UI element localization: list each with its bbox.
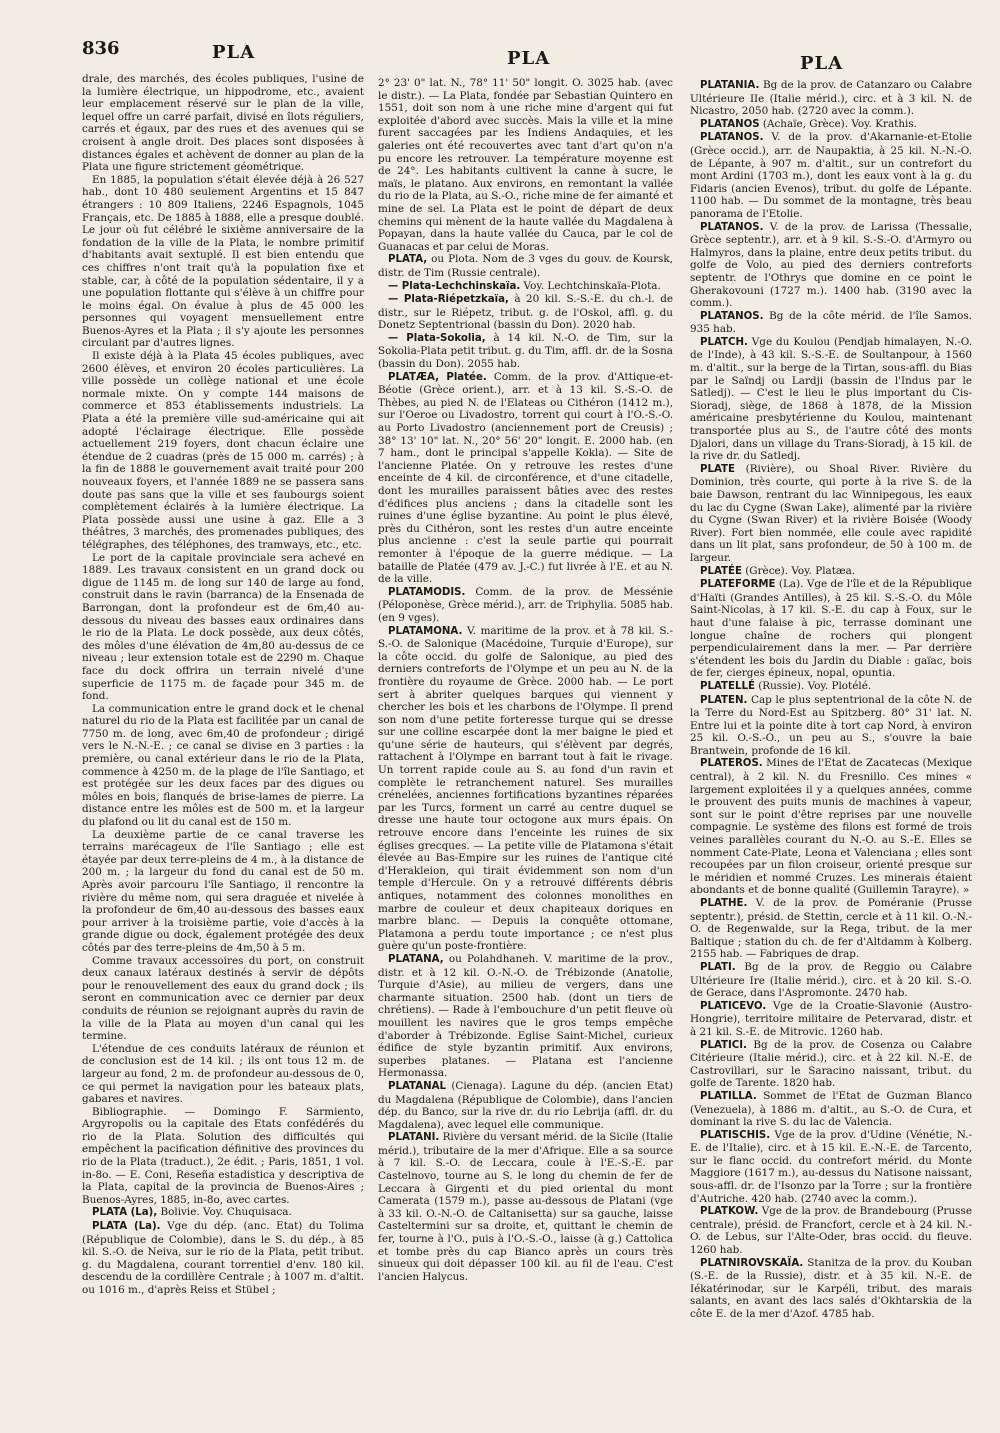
entry-text: Vge de la prov. de Brandebourg (Prusse centrale), présid. de Francfort, cercle et à 24 kil. N.-O. de Lebus, sur l'Alte-Oder, bras occid. du fleuve. 1260 hab. (690, 1205, 972, 1257)
entry-headword: PLATKOW. (700, 1206, 759, 1218)
entry-headword: PLATHE. (700, 898, 748, 909)
entry-headword: PLATICEVO. (700, 1000, 767, 1012)
dictionary-entry (378, 371, 673, 586)
dictionary-entry (378, 586, 673, 625)
entry-headword: PLATA (La), (92, 1207, 158, 1219)
entry-headword: PLATANOS. (700, 310, 764, 322)
dictionary-entry (690, 131, 972, 220)
entry-text: Comm. de la prov. de Messénie (Péloponèse, Grèce mérid.), arr. de Triphylia. 5085 hab. (en 9 vges). (378, 585, 673, 624)
dictionary-entry (378, 280, 673, 294)
dictionary-entry (690, 1257, 972, 1321)
running-head-center: PLA (507, 48, 551, 69)
entry-headword: PLATA, (388, 254, 428, 266)
entry-headword: PLATCH. (700, 336, 748, 348)
entry-headword: PLATANI. (388, 1132, 440, 1144)
page-number: 836 (82, 38, 120, 59)
entry-headword: — Plata-Riépetzkaïa, (388, 294, 509, 306)
dictionary-entry (690, 1129, 972, 1206)
entry-text: Mines de l'Etat de Zacatecas (Mexique central), à 2 kil. N. du Fresnillo. Ces mines « largement exploitées il y a quelques années, comme le prouvent des puits munis de machines à vapeur, sont sur le point d'être reprises par une nouvelle compagnie. Le système des filons est formé de trois veines parallèles courant du N.-O. au S.-E. Elles se nomment Cate-Plate, Leona et Valenciana ; elles sont recoupées par un filon croiseur, orienté presque sur le méridien et nommé Cruzes. Les minerais étaient abondants et de bonne qualité (Guillemin Tarayre). » (690, 757, 972, 897)
entry-text: Stanitza de la prov. du Kouban (S.-E. de la Russie), distr. et à 35 kil. N.-E. de Iékatérinodar, sur le Karpéli, tribut. des marais salants, en avant des lacs salés d'Okhtarskia de la côte E. de la mer d'Azof. 4785 hab. (690, 1256, 972, 1320)
entry-text: à 14 kil. N.-O. de Tim, sur la Sokolia-Plata petit tribut. g. du Tim, affl. dr. de la Sosna (bassin du Don). 2055 hab. (378, 331, 673, 371)
dictionary-entry (82, 1220, 364, 1297)
article-paragraph: En 1885, la population s'était élevée déjà à 26 527 hab., dont 10 480 seulement Argentins et 15 847 étrangers : 10 809 Italiens, 2246 Espagnols, 1045 Français, etc. De 1885 à 1888, elle a presque doublé. Le jour où fut célébré le sixième anniversaire de la fondation de la ville de la Plata, le nombre primitif d'habitants avait sextuplé. Il est bien entendu que ces chiffres n'ont trait qu'à la population fixe et stable, car, à côté de la population sédentaire, il y a une population flottante qui s'élève à un chiffre pour le moins égal. On évalue à plus de 45 000 les personnes qui voyagent mensuellement entre Buenos-Ayres et la Plata ; il s'y ajoute les personnes circulant par d'autres lignes. (82, 173, 364, 350)
entry-text: Bg de la côte mérid. de l'île Samos. 935 hab. (690, 309, 972, 336)
entry-text: ou Polahdhaneh. V. maritime de la prov., distr. et à 12 kil. O.-N.-O. de Trébizonde (Anatolie, Turquie d'Asie), au milieu de vergers, dans une charmante situation. 2500 hab. (dont un tiers de chrétiens). — Rade à l'embouchure d'un petit fleuve où mouillent les navires que le gros temps empêche d'aborder à Trébizonde. Eglise Saint-Michel, curieux édifice de style byzantin primitif. Aux environs, superbes platanes. — Platana est l'ancienne Hermonassa. (378, 952, 673, 1080)
entry-headword: — Plata-Lechchinskaïa. (388, 280, 521, 292)
entry-text: Bg de la prov. de Catanzaro ou Calabre Ultérieure IIe (Italie mérid.), circ. et à 3 kil. N. de Nicastro, 2050 hab. (2720 avec la comm.). (690, 79, 972, 118)
dictionary-entry (690, 757, 972, 897)
dictionary-entry (690, 79, 972, 118)
entry-text: Bolivie. Voy. Chuquisaca. (157, 1206, 292, 1219)
dictionary-entry (690, 221, 972, 310)
entry-headword: PLATEROS. (700, 758, 763, 770)
dictionary-entry (690, 897, 972, 961)
entry-headword: — Plata-Sokolia, (388, 332, 486, 344)
entry-text: Bg de la prov. de Cosenza ou Calabre Citérieure (Italie mérid.), circ. et à 22 kil. N.-E. de Castrovillari, sur le Saracino naissant, tribut. du golfe de Tarente. 1820 hab. (690, 1038, 972, 1090)
entry-headword: PLATAMODIS. (388, 586, 466, 598)
entry-text: (Cienaga). Lagune du dép. (ancien Etat) du Magdalena (République de Colombie), dans l'ancien dép. du Banco, sur la rive dr. du rio Lebrija (affl. dr. du Magdalena), avec lequel elle communique. (378, 1079, 673, 1131)
running-head-right: PLA (800, 53, 844, 74)
entry-text: ou Plota. Nom de 3 vges du gouv. de Koursk, distr. de Tim (Russie centrale). (378, 253, 673, 279)
article-paragraph: L'étendue de ces conduits latéraux de réunion et de conclusion est de 14 kil. ; ils ont tous 12 m. de largeur au fond, 2 m. de profondeur au-dessous de 0, ce qui permet la navigation pour les bateaux plats, gabares et navires. (82, 1042, 364, 1106)
dictionary-entry (690, 336, 972, 463)
entry-text: Sommet de l'Etat de Guzman Blanco (Venezuela), à 1886 m. d'altit., au S.-O. de Cura, et dominant la rive S. du lac de Valencia. (690, 1089, 972, 1129)
dictionary-entry (378, 625, 673, 953)
article-paragraph: La deuxième partie de ce canal traverse les terrains marécageux de l'île Santiago ; elle est étayée par deux terre-pleins de 4 m., à la distance de 200 m. ; la largeur du fond du canal est de 50 m. Après avoir parcouru l'île Santiago, il rencontre la rivière du même nom, qui sera draguée et nivelée à la profondeur de 6m,40 au-dessous des basses eaux pour arriver à la troisième partie, voie d'accès à la grande digue ou dock, également protégée des deux côtés par des terre-pleins de 4m,50 à 5 m. (82, 828, 364, 954)
entry-text: V. de la prov. d'Akarnanie-et-Etolie (Grèce occid.), arr. de Naupaktia, à 25 kil. N.-N.-O. de Lépante, à 907 m. d'altit., sur un contrefort du mont Ardini (1703 m.), dont les eaux vont à la g. du Fidaris (ancien Evenos), tribut. du golfe de Lépante. 1100 hab. — Du sommet de la montagne, très beau panorama de l'Etolie. (690, 131, 972, 220)
entry-headword: PLATEFORME (700, 579, 776, 591)
entry-headword: PLATÆA, Platée. (388, 371, 487, 383)
entry-headword: PLATANOS. (700, 132, 764, 144)
entry-headword: PLATICI. (700, 1039, 747, 1051)
dictionary-entry (690, 463, 972, 565)
entry-text: (Rivière), ou Shoal River. Rivière du Dominion, très courte, qui porte à la rive S. de la baie Dawson, rentrant du lac Winnipegous, les eaux du lac du Cygne (Swan Lake), alimenté par la rivière du Cygne (Swan River) et la rivière Boisée (Woody River). Fort bien nommée, elle coule avec rapidité dans un lit plat, sans profondeur, de 50 à 100 m. de largeur. (690, 462, 972, 564)
entry-text: Rivière du versant mérid. de la Sicile (Italie mérid.), tributaire de la mer d'Afrique. Elle a sa source à 7 kil. S.-O. de Leccara, coule à l'E.-S.-E. par Castelnovo, tourne au S. le long du chemin de fer de Leccara à Girgenti et du pied oriental du mont Camerata (1579 m.), passe au-dessous de Platani (vge à 33 kil. O.-N.-O. de Caltanisetta) sur sa gauche, laisse Casteltermini sur sa droite, et, quittant le chemin de fer, tourne à l'O., puis à l'O.-S.-O., laisse (à g.) Cattolica et tombe près du cap Bianco après un cours très sinueux qui doit dépasser 100 kil. au fil de l'eau. C'est l'ancien Halycus. (378, 1131, 673, 1283)
entry-text: (La). Vge de l'île et de la République d'Haïti (Grandes Antilles), à 25 kil. S.-S.-O. du Môle Saint-Nicolas, à 17 kil. S.-E. du cap à Foux, sur le haut d'une falaise à pic, terrasse dominant une longue chaîne de rochers qui plongent perpendiculairement dans la mer. — Par derrière s'étendent les bois du Jardin du Diable : gaïac, bois de fer, cierges épineux, nopal, opuntia. (690, 578, 972, 680)
dictionary-entry (378, 77, 673, 253)
entry-text: V. de la prov. de Larissa (Thessalie, Grèce septentr.), arr. et à 9 kil. S.-S.-O. d'Armyro ou Halmyros, dans la plaine, entre deux petits tribut. du golfe de Volo, au pied des derniers contreforts septentr. de l'Othrys que domine en ce point le Gherakovouni (1727 m.). 1400 hab. (3190 avec la comm.). (690, 220, 972, 310)
article-paragraph: Comme travaux accessoires du port, on construit deux canaux latéraux destinés à servir de dépôts pour le renouvellement des eaux du grand dock ; ils seront en communication avec ce dernier par deux conduits de réunion se rejoignant auprès du ravin de la ville de la Plata au moyen d'un canal qui les termine. (82, 954, 364, 1043)
entry-headword: PLATNIROVSKAÏA. (700, 1257, 804, 1269)
entry-text: à 20 kil. S.-S.-E. du ch.-l. de distr., sur le Riépetz, tribut. g. de l'Oskol, affl. g. du Donetz Septentrional (bassin du Don). 2020 hab. (378, 293, 673, 332)
entry-text: Vge de la prov. d'Udine (Vénétie, N.-E. de l'Italie), circ. et à 15 kil. E.-N.-E. de Tarcento, sur le flanc occid. du contrefort mérid. du Monte Maggiore (1617 m.), au-dessus du Natisone naissant, sous-affl. dr. de l'Isonzo par la Torre ; sur la frontière d'Autriche. 420 hab. (2740 avec la comm.). (690, 1128, 972, 1205)
dictionary-entry (378, 1080, 673, 1131)
entry-headword: PLATAMONA. (388, 625, 463, 637)
dictionary-entry (690, 310, 972, 336)
entry-headword: PLATANAL (388, 1080, 446, 1092)
dictionary-entry (82, 1206, 364, 1220)
dictionary-entry (378, 253, 673, 279)
column-left (82, 73, 364, 1423)
entry-text: V. maritime de la prov. et à 78 kil. S.-S.-O. de Salonique (Macédoine, Turquie d'Europe), sur la côte occid. du golfe de Salonique, au pied des derniers contreforts de l'Olympe et un peu au N. de la frontière du royaume de Grèce. 2000 hab. — Le port sert à abriter quelques barques qui viennent y chercher les bois et les charbons de l'Olympe. Il prend son nom d'une petite forteresse turque qui se dresse sur une colline escarpée dont la mer baigne le pied et qu'une série de hauteurs, qui s'élèvent par degrés, rattachent à l'Olympe en barrant tout à fait le rivage. Un torrent rapide coule au S. au fond d'un ravin et complète le retranchement naturel. Ses murailles crénelées, anciennes fortifications byzantines réparées par les Turcs, forment un carré au centre duquel se dresse une haute tour octogone aux murs épais. On retrouve encore dans l'enceinte les ruines de six églises grecques. — La petite ville de Platamona s'était élevée au Bas-Empire sur les ruines de l'antique cité d'Herakleion, qui tirait évidemment son nom d'un temple d'Hercule. On y a retrouvé différents débris antiques, notamment des colonnes monolithes en marbre de couleur et deux chapiteaux doriques en marbre blanc. — Depuis la conquête ottomane, Platamona a perdu toute importance ; ce n'est plus guère qu'un poste-frontière. (378, 624, 673, 953)
article-paragraph: Bibliographie. — Domingo F. Sarmiento, Argyropolis ou la capitale des Etats confédérés du rio de la Plata. Solution des difficultés qui empêchent la pacification définitive des provinces du rio de la Plata (traduct.), 2e édit. ; Paris, 1851, 1 vol. in-8o. — E. Coni, Reseña estadistica y descriptiva de la Plata, capital de la provincia de Buenos-Aires ; Buenos-Ayres, 1885, in-8o, avec cartes. (82, 1105, 364, 1206)
dictionary-entry (690, 1090, 972, 1129)
article-paragraph: La communication entre le grand dock et le chenal naturel du rio de la Plata est facilitée par un canal de 7750 m. de long, avec 6m,40 de profondeur ; dirigé vers le N.-N.-E. ; ce canal se divise en 3 parties : la première, ou canal extérieur dans le rio de la Plata, commence à 4250 m. de la plage de l'île Santiago, et est protégée sur les deux faces par des digues ou môles en bois, flanqués de brise-lames de pierre. La distance entre les môles est de 500 m. et la largeur du plafond ou lit du canal est de 150 m. (82, 702, 364, 829)
column-right (690, 79, 972, 1429)
dictionary-entry (690, 578, 972, 680)
entry-text: 2° 23' 0" lat. N., 78° 11' 50" longit. O. 3025 hab. (avec le distr.). — La Plata, fondée par Sebastian Quintero en 1551, doit son nom à une riche mine d'argent qui fut exploitée d'abord avec succès. Mais la ville et la mine furent saccagées par les Indiens Andaquies, et les galeries ont été recouvertes avec tant d'art qu'on n'a pu encore les retrouver. La température moyenne est de 24°. Les habitants cultivent la canne à sucre, le maïs, le platano. Aux environs, en remontant la vallée du rio de la Plata, au S.-O., riche mine de fer aimanté et mine de sel. La Plata est le point de départ de deux chemins qui mènent de la haute vallée du Magdalena à Popayan, dans la haute vallée du Cauca, par le col de Guanacas et par celui de Moras. (378, 77, 673, 253)
dictionary-entry (690, 1039, 972, 1090)
entry-headword: PLATANA, (388, 953, 444, 965)
entry-headword: PLATANOS. (700, 221, 764, 233)
entry-headword: PLATÉE (700, 565, 742, 577)
article-paragraph: Le port de la capitale provinciale sera achevé en 1889. Les travaux consistent en un grand dock ou digue de 1145 m. de long sur 140 de large au fond, construit dans le ravin (barranca) de la Ensenada de Barrongan, dont la profondeur est de 6m,40 au-dessous du niveau des basses eaux ordinaires dans le rio de la Plata. Le dock possède, aux deux côtés, des môles d'une élévation de 4m,80 au-dessus de ce niveau ; leur extension totale est de 2290 m. Chaque face du dock offrira un terrain nivelé d'une superficie de 1175 m. de façade pour 345 m. de fond. (82, 551, 364, 703)
dictionary-entry (690, 1000, 972, 1039)
dictionary-entry (378, 1131, 673, 1283)
entry-text: Voy. Lechtchinskaïa-Plota. (520, 279, 661, 292)
entry-text: Vge du dép. (anc. Etat) du Tolima (République de Colombie), dans le S. du dép., à 85 kil. S.-O. de Neiva, sur le rio de la Plata, petit tribut. g. du Magdalena, courant torrentiel d'env. 180 kil. descendu de la cordillère Centrale ; à 1007 m. d'altit. ou 1016 m., d'après Reiss et Stübel ; (82, 1220, 364, 1296)
entry-text: (Russie). Voy. Plotélé. (754, 679, 872, 692)
entry-headword: PLATANOS (700, 118, 760, 130)
entry-text: Comm. de la prov. d'Attique-et-Béotie (Grèce orient.), arr. et à 13 kil. S.-S.-O. de Thèbes, au pied N. de l'Elateas ou Cithéron (1412 m.), sur l'Oeroe ou Livadostro, torrent qui court à l'O.-S.-O. au Porto Livadostro (anciennement port de Creusis) ; 38° 13' 10" lat. N., 20° 56' 20" longit. E. 2000 hab. (en 7 ham., dont le principal s'appelle Kokla). — Site de l'ancienne Platée. On y retrouve les restes d'une enceinte de 4 kil. de circonférence, et d'une citadelle, dont les murailles paraissent bâties avec des restes d'édifices plus anciens ; dans la citadelle sont les ruines d'une église byzantine. Au point le plus élevé, près du Cithéron, sont les restes d'un autre enceinte plus ancienne : c'est la seule partie qui pourrait remonter à l'époque de la guerre médique. — La bataille de Platée (479 av. J.-C.) fut livrée à l'E. et au N. de la ville. (378, 370, 673, 586)
entry-text: V. de la prov. de Poméranie (Prusse septentr.), présid. de Stettin, cercle et à 11 kil. O.-N.-O. de Regenwalde, sur la Rega, tribut. de la mer Baltique ; station du ch. de fer d'Altdamm à Kolberg. 2155 hab. — Fabriques de drap. (690, 897, 972, 961)
entry-headword: PLATILLA. (700, 1090, 757, 1102)
entry-headword: PLATANIA. (700, 80, 760, 91)
entry-headword: PLATE (700, 463, 735, 475)
entry-headword: PLATI. (700, 961, 736, 973)
dictionary-entry (690, 961, 972, 1000)
entry-headword: PLATISCHIS. (700, 1129, 771, 1141)
entry-headword: PLATELLÉ (700, 680, 755, 692)
article-paragraph: drale, des marchés, des écoles publiques, l'usine de la lumière électrique, un hippodrome, etc., avaient leur emplacement réservé sur le plan de la ville, lequel offre un carré parfait, divisé en îlots réguliers, carrés et égaux, par des rues et des avenues qui se croisent à angle droit. Des places sont disposées à distances égales et achèvent de donner au plan de la Plata une figure strictement géométrique. (82, 73, 364, 174)
entry-text: Bg de la prov. de Reggio ou Calabre Ultérieure Ire (Italie mérid.), circ. et à 20 kil. S.-O. de Gerace, dans l'Aspromonte. 2470 hab. (690, 960, 972, 1000)
entry-text: Vge du Koulou (Pendjab himalayen, N.-O. de l'Inde), à 43 kil. S.-S.-E. de Soultanpour, à 1560 m. d'altit., sur la berge de la Tirtan, sous-affl. du Bias par le Saïndj ou Lardji (bassin de l'Indus par le Satledj). — C'est le lieu le plus important du Cis-Sioradj, siège, de 1868 à 1878, de la Mission américaine presbytérienne du Koulou, maintenant transportée plus au S., de l'autre côté des monts Djalori, dans un village du Trans-Sioradj, à 15 kil. de la rive dr. du Satledj. (690, 335, 972, 463)
entry-text: (Grèce). Voy. Platæa. (741, 564, 856, 577)
dictionary-entry (690, 1205, 972, 1256)
dictionary-entry (378, 953, 673, 1080)
entry-text: (Achaïe, Grèce). Voy. Krathis. (759, 117, 917, 130)
dictionary-entry (690, 565, 972, 579)
entry-headword: PLATEN. (700, 694, 748, 706)
column-middle (378, 77, 673, 1427)
article-paragraph: Il existe déjà à la Plata 45 écoles publiques, avec 2600 élèves, et environ 20 écoles particulières. La ville possède un collège national et une école normale mixte. On y compte 144 maisons de commerce et 853 établissements industriels. La Plata a été la première ville sud-américaine qui ait adopté l'éclairage électrique. Elle possède actuellement 219 foyers, dont chacun éclaire une étendue de 2 cuadras (près de 15 000 m. carrés) ; à la fin de 1888 le gouvernement avait traité pour 200 nouveaux foyers, et l'année 1889 ne se passera sans doute pas sans que la ville et ses faubourgs soient complètement éclairés à la lumière électrique. La Plata possède aussi une usine à gaz. Elle a 3 théâtres, 3 marchés, des promenades publiques, des télégraphes, des téléphones, des tramways, etc., etc. (82, 350, 364, 551)
dictionary-entry (690, 118, 972, 132)
entry-text: Vge de la Croatie-Slavonie (Austro-Hongrie), territoire militaire de Petervarad, distr. et à 21 kil. S.-E. de Mitrovic. 1260 hab. (690, 999, 972, 1038)
entry-text: Cap le plus septentrional de la côte N. de la Terre du Nord-Est au Spitzberg. 80° 31' lat. N. Entre lui et la pointe dite à tort cap Nord, à environ 25 kil. O.-S.-O., un peu au S., s'ouvre la baie Brantwein, profonde de 16 kil. (690, 693, 972, 757)
dictionary-entry (378, 293, 673, 332)
dictionary-entry (690, 680, 972, 694)
dictionary-entry (378, 332, 673, 371)
dictionary-entry (690, 694, 972, 758)
running-head-left: PLA (212, 42, 256, 63)
entry-headword: PLATA (La). (92, 1221, 161, 1233)
